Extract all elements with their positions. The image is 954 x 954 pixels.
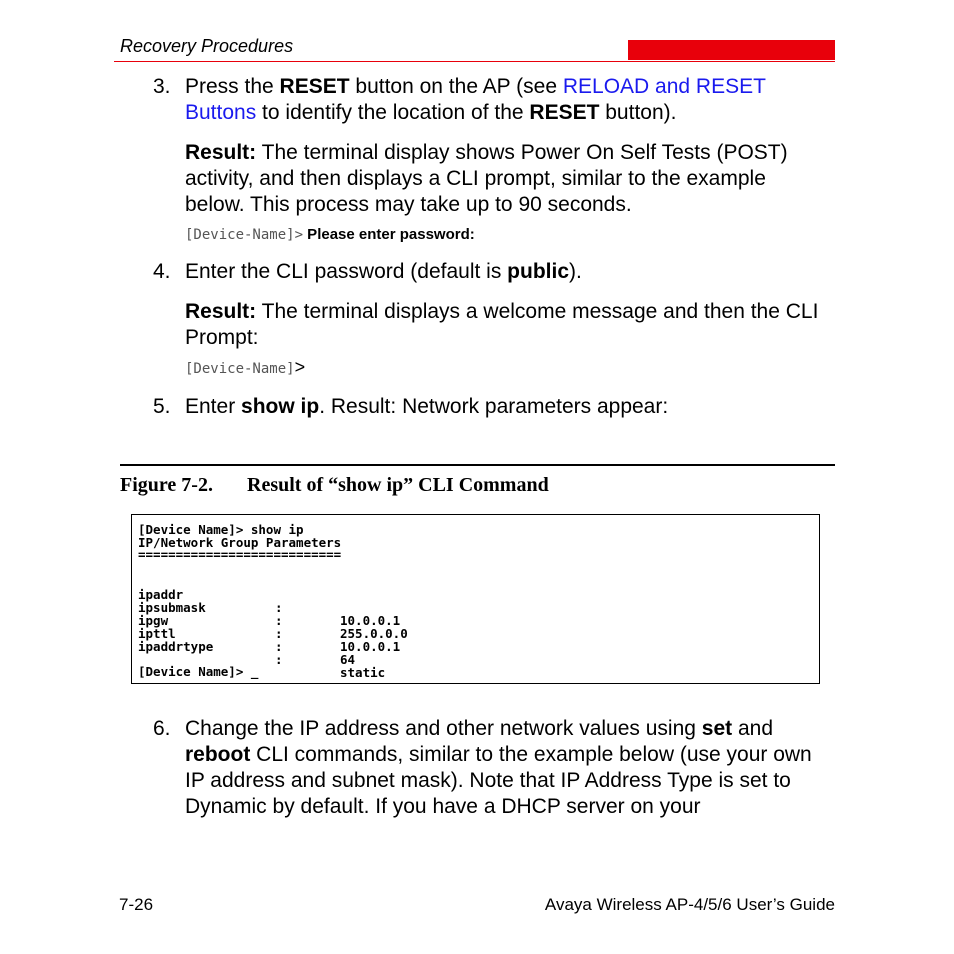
running-header-title: Recovery Procedures <box>120 36 294 56</box>
header-accent-bar <box>628 40 835 60</box>
terminal-final-prompt: [Device Name]> _ <box>138 664 259 679</box>
step-result: Result: The terminal displays a welcome message and then the CLI Prompt: <box>185 300 819 349</box>
step-text: Press the RESET button on the AP (see RELOAD and RESET Buttons to identify the location of the RESET button). <box>185 75 766 124</box>
terminal-row: ipsubmask : 255.0.0.0 <box>138 600 408 641</box>
step-number: 5. <box>153 395 171 418</box>
figure-caption <box>120 474 549 497</box>
step-text: Enter show ip. Result: Network parameters appear: <box>185 395 669 418</box>
terminal-row: ipaddrtype : static <box>138 639 386 680</box>
step-number: 6. <box>153 717 171 740</box>
cli-prompt-example: [Device-Name]> <box>185 357 306 377</box>
terminal-row: ipaddr : 10.0.0.1 <box>138 587 401 628</box>
step-number: 3. <box>153 75 171 98</box>
terminal-row: ipgw : 10.0.0.1 <box>138 613 401 654</box>
terminal-command-line: [Device Name]> show ip <box>138 522 304 537</box>
figure-rule <box>120 464 835 466</box>
guide-title: Avaya Wireless AP-4/5/6 User’s Guide <box>544 895 835 914</box>
terminal-row: ipttl : 64 <box>138 626 356 667</box>
terminal-group-heading: IP/Network Group Parameters <box>138 535 342 550</box>
step-text: Change the IP address and other network values using set and reboot CLI commands, similar to the example below (use your own IP address and subnet mask). Note that IP Address Type is set to Dynamic by default. If you have a DHCP server on your <box>185 717 812 818</box>
step-number: 4. <box>153 260 171 283</box>
reload-reset-link[interactable]: RELOAD and RESET Buttons <box>185 75 766 124</box>
terminal-underline: =========================== <box>138 547 342 562</box>
step-result: Result: The terminal display shows Power On Self Tests (POST) activity, and then displays a CLI prompt, similar to the example below. This process may take up to 90 seconds. <box>185 141 788 216</box>
cli-prompt-example: [Device-Name]> Please enter password: <box>185 226 475 243</box>
header-rule <box>114 61 835 62</box>
terminal-screenshot <box>131 514 820 684</box>
step-text: Enter the CLI password (default is public). <box>185 260 582 283</box>
figure-title: Result of “show ip” CLI Command <box>247 474 549 496</box>
page-number: 7-26 <box>119 895 154 914</box>
figure-label: Figure 7-2. <box>120 474 213 496</box>
